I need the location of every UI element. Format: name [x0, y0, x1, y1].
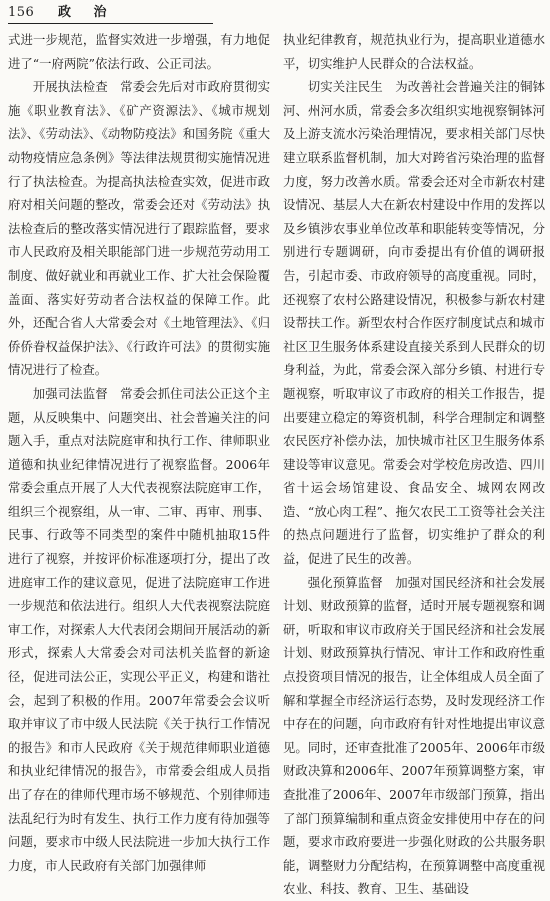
paragraph: 式进一步规范，监督实效进一步增强，有力地促进了“一府两院”依法行政、公正司法。: [8, 32, 270, 71]
paragraph-law-enforcement-inspection: 开展执法检查 常委会先后对市政府贯彻实施《职业教育法》、《矿产资源法》、《城市规划法》、《劳动法》、《动物防疫法》和国务院《重大动物疫情应急条例》等法律法规贯彻实施情况进行了执法检查。为提高执法检查实效，促进市政府对相关问题的整改，常委会还对《劳动法》执法检查后的整改落实情况进行了跟踪监督，要求市人民政府及相关职能部门进一步规范劳动用工制度、做好就业和再就业工作、扩大社会保险覆盖面、落实好劳动者合法权益的保障工作。此外，还配合省人大常委会对《土地管理法》、《归侨侨眷权益保护法》、《行政许可法》的贯彻实施情况进行了检查。: [8, 79, 270, 378]
paragraph-livelihood: 切实关注民生 为改善社会普遍关注的铜钵河、州河水质，常委会多次组织实地视察铜钵河及上游支流水污染治理情况，要求相关部门尽快建立联系监督机制，加大对跨省污染治理的监督力度，努力改善水质。常委会还对全市新农村建设情况、基层人大在新农村建设中作用的发挥以及乡镇涉农事业单位改革和职能转变等情况，分别进行专题调研，向市委提出有价值的调研报告，引起市委、市政府领导的高度重视。同时，还视察了农村公路建设情况，积极参与新农村建设帮扶工作。新型农村合作医疗制度试点和城市社区卫生服务体系建设直接关系到人民群众的切身利益，为此，常委会深入部分乡镇、村进行专题视察，听取审议了市政府的相关工作报告，提出要建立稳定的筹资机制，科学合理制定和调整农民医疗补偿办法，加快城市社区卫生服务体系建设等审议意见。常委会对学校危房改造、四川省十运会场馆建设、食品安全、城网农网改造、“放心肉工程”、拖欠农民工工资等社会关注的热点问题进行了监督，切实维护了群众的利益，促进了民生的改善。: [283, 79, 545, 567]
left-column: [8, 28, 270, 873]
section-title: 政 治: [58, 5, 116, 20]
paragraph-budget-supervision: 强化预算监督 加强对国民经济和社会发展计划、财政预算的监督，适时开展专题视察和调研，听取和审议市政府关于国民经济和社会发展计划、财政预算执行情况、审计工作和政府性重点投资项目情况的报告，让全体组成人员全面了解和掌握全市经济运行态势，及时发现经济工作中存在的问题，向市政府有针对性地提出审议意见。同时，还审查批准了2005年、2006年市级财政决算和2006年、2007年预算调整方案，审查批准了2006年、2007年市级部门预算，指出了部门预算编制和重点资金安排使用中存在的问题，要求市政府要进一步强化财政的公共服务职能，调整财力分配结构，在预算调整中高度重视农业、科技、教育、卫生、基础设: [283, 574, 545, 897]
right-column: [283, 28, 545, 897]
running-header: [8, 3, 213, 24]
paragraph: 执业纪律教育，规范执业行为，提高职业道德水平，切实维护人民群众的合法权益。: [283, 32, 545, 71]
page-number: 156: [8, 5, 35, 20]
paragraph-judicial-supervision: 加强司法监督 常委会抓住司法公正这个主题，从反映集中、问题突出、社会普遍关注的问题入手，重点对法院庭审和执行工作、律师职业道德和执业纪律情况进行了视察监督。2006年常委会重点开展了人大代表视察法院庭审工作，组织三个视察组，从一审、二审、再审、刑事、民事、行政等不同类型的案件中随机抽取15件进行了视察，并按评价标准逐项打分，提出了改进庭审工作的建议意见，促进了法院庭审工作进一步规范和依法进行。组织人大代表视察法院庭审工作，对探索人大代表闭会期间开展活动的新形式，探索人大常委会对司法机关监督的新途径，促进司法公正，实现公平正义，构建和谐社会，起到了积极的作用。2007年常委会会议听取并审议了市中级人民法院《关于执行工作情况的报告》和市人民政府《关于规范律师职业道德和执业纪律情况的报告》，市常委会组成人员指出了存在的律师代理市场不够规范、个别律师违法乱纪行为时有发生、执行工作力度有待加强等问题，要求市中级人民法院进一步加大执行工作力度，市人民政府有关部门加强律师: [8, 385, 270, 873]
